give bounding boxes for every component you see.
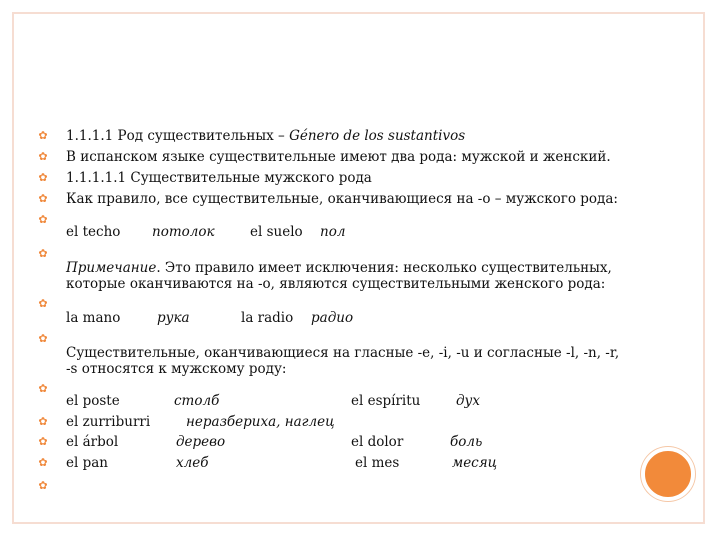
- translation: хлеб: [176, 455, 209, 471]
- flower-bullet-icon: ✿: [38, 150, 48, 163]
- flower-bullet-icon: ✿: [38, 129, 48, 142]
- flower-bullet-icon: ✿: [38, 415, 48, 428]
- spanish-word: el dolor: [351, 434, 404, 450]
- translation: столб: [174, 393, 220, 409]
- spanish-word: la mano: [66, 310, 121, 326]
- spanish-word: el poste: [66, 393, 120, 409]
- body-text: В испанском языке существительные имеют два рода: мужской и женский.: [66, 149, 611, 165]
- translation: боль: [450, 434, 483, 450]
- spanish-word: la radio: [241, 310, 294, 326]
- spanish-word: el suelo: [250, 224, 303, 240]
- spanish-word: el techo: [66, 224, 121, 240]
- flower-bullet-icon: ✿: [38, 456, 48, 469]
- spanish-word: el espíritu: [351, 393, 421, 409]
- spanish-word: el árbol: [66, 434, 119, 450]
- translation: потолок: [152, 224, 215, 240]
- translation: рука: [157, 310, 190, 326]
- translation: неразбериха, наглец: [186, 414, 335, 430]
- flower-bullet-icon: ✿: [38, 171, 48, 184]
- flower-bullet-icon: ✿: [38, 247, 48, 260]
- translation: пол: [320, 224, 346, 240]
- flower-bullet-icon: ✿: [38, 297, 48, 310]
- spanish-word: el zurriburri: [66, 414, 151, 430]
- spanish-word: el pan: [66, 455, 108, 471]
- body-text: Как правило, все существительные, оканчивающиеся на -о – мужского рода:: [66, 191, 618, 207]
- flower-bullet-icon: ✿: [38, 332, 48, 345]
- subheading-line: 1.1.1.1.1 Существительные мужского рода: [66, 170, 372, 186]
- flower-bullet-icon: ✿: [38, 479, 48, 492]
- flower-bullet-icon: ✿: [38, 382, 48, 395]
- translation: радио: [311, 310, 354, 326]
- translation: месяц: [452, 455, 498, 471]
- note-text: Примечание. Это правило имеет исключения: несколько существительных, которые оканчиваются на -о, являются существительными женского рода:: [66, 260, 612, 292]
- translation: дух: [456, 393, 481, 409]
- body-text: Существительные, оканчивающиеся на гласные -e, -i, -u и согласные -l, -n, -r, -s относятся к мужскому роду:: [66, 345, 620, 377]
- flower-bullet-icon: ✿: [38, 213, 48, 226]
- flower-bullet-icon: ✿: [38, 192, 48, 205]
- spanish-word: el mes: [355, 455, 400, 471]
- translation: дерево: [176, 434, 226, 450]
- flower-bullet-icon: ✿: [38, 435, 48, 448]
- heading-line: 1.1.1.1 Род существительных – Género de los sustantivos: [66, 128, 466, 144]
